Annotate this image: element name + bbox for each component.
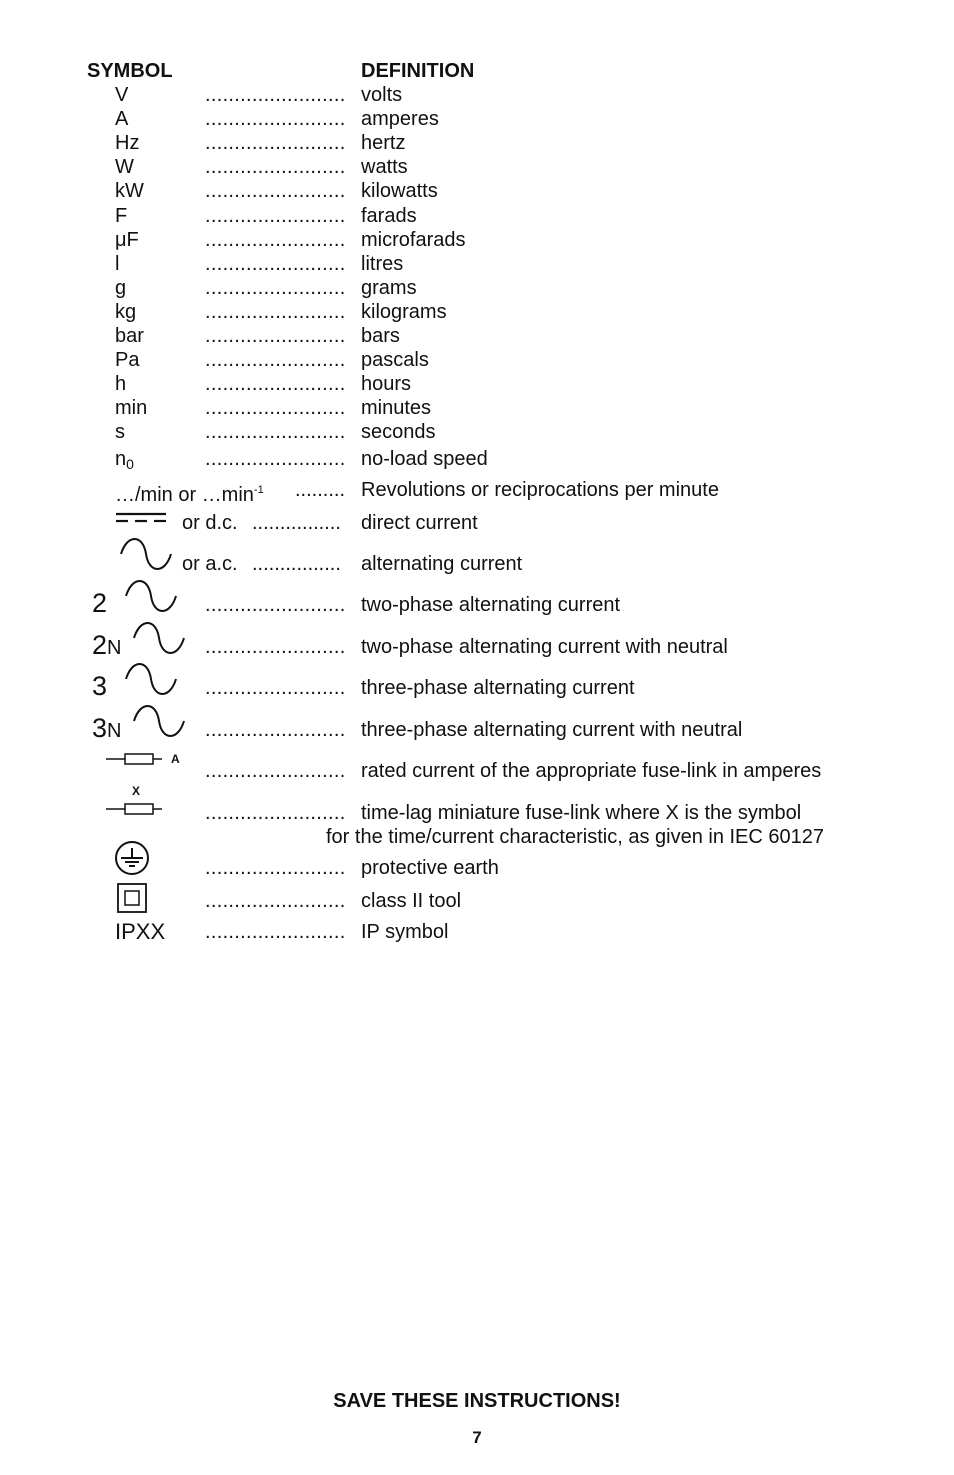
page-number: 7 [472,1428,482,1447]
definition-phase: two-phase alternating current [361,594,621,616]
definition-cell: hours [361,373,412,395]
definition-cell: kilograms [361,301,447,323]
symbol-cell: bar [115,325,144,347]
leader-dots: ........................ [205,180,346,202]
time-lag-label: X [132,784,141,798]
leader-dots: ........................ [205,448,346,470]
definition-cell: minutes [361,397,432,419]
symbol-cell: μF [115,229,139,251]
leader-dots-mid: ................ [252,512,341,534]
symbol-cell: s [115,421,125,443]
sine-wave-icon [124,580,180,614]
definition-class-ii-tool: class II tool [361,890,462,912]
definition-cell: kilowatts [361,180,438,202]
definition-cell: pascals [361,349,429,371]
leader-dots: ........................ [205,373,346,395]
symbol-ipxx: IPXX [115,919,166,944]
per-minute-superscript: -1 [253,484,264,496]
definition-rated-current: rated current of the appropriate fuse-link in amperes [361,760,822,782]
phase-number [92,671,107,701]
definition-cell: hertz [361,132,406,154]
leader-dots: ........................ [205,301,346,323]
definition-phase: two-phase alternating current with neutral [361,636,728,658]
phase-number [92,588,107,618]
sine-wave-icon [132,705,188,739]
leader-dots: ........................ [205,421,346,443]
definition-cell: microfarads [361,229,466,251]
definition-cell: seconds [361,421,436,443]
definition-cell: amperes [361,108,439,130]
symbol-cell: l [115,253,120,275]
dc-dashed-line-icon [114,512,168,524]
symbol-cell: Hz [115,132,140,154]
symbol-cell: Pa [115,349,140,371]
leader-dots: ........................ [205,325,346,347]
symbol-cell: kg [115,301,137,323]
dc-suffix: or d.c. [182,512,238,534]
symbol-n0 [115,447,134,476]
neutral-marker: N [107,720,122,742]
leader-dots: ........................ [205,132,346,154]
fuse-label: A [171,752,180,766]
symbol-cell: min [115,397,148,419]
symbol-column-header: SYMBOL [87,60,173,82]
phase-count: 2 [92,630,108,660]
definition-revolutions: Revolutions or reciprocations per minute [361,479,719,501]
class-ii-icon [117,883,149,915]
per-minute-text: …/min or …min [115,484,254,506]
neutral-marker: N [107,637,122,659]
symbol-cell: W [115,156,134,178]
leader-dots: ........................ [205,253,346,275]
definition-cell: litres [361,253,404,275]
phase-count: 2 [92,588,108,618]
time-lag-fuse-icon [106,801,164,817]
definition-alternating-current: alternating current [361,553,523,575]
leader-dots: ........................ [205,205,346,227]
leader-dots: ........................ [205,156,346,178]
definition-cell: bars [361,325,400,347]
definition-column-header: DEFINITION [361,60,475,82]
leader-dots-short: ......... [295,479,346,501]
save-instructions-footer: SAVE THESE INSTRUCTIONS! [333,1390,621,1412]
symbol-cell: g [115,277,127,299]
symbol-cell: F [115,205,128,227]
sine-wave-icon [132,622,188,656]
protective-earth-icon [114,840,152,878]
definition-cell: grams [361,277,417,299]
leader-dots: ........................ [205,84,346,106]
symbol-cell: kW [115,180,144,202]
definition-cell: watts [361,156,408,178]
leader-dots: ........................ [205,719,346,741]
leader-dots: ........................ [205,397,346,419]
n0-base: n [115,448,127,470]
fuse-icon [106,751,164,767]
definition-time-lag-fuse: time-lag miniature fuse-link where X is the symbol [361,802,802,824]
definition-cell: farads [361,205,417,227]
phase-count: 3 [92,713,108,743]
sine-wave-icon [124,663,180,697]
leader-dots: ........................ [205,760,346,782]
definition-cell: volts [361,84,403,106]
leader-dots-mid: ................ [252,553,341,575]
n0-subscript: 0 [126,456,134,472]
leader-dots: ........................ [205,677,346,699]
leader-dots: ........................ [205,857,346,879]
phase-number [92,630,121,663]
symbol-cell: h [115,373,127,395]
symbol-cell: A [115,108,129,130]
leader-dots: ........................ [205,108,346,130]
leader-dots: ........................ [205,636,346,658]
definition-no-load-speed: no-load speed [361,448,488,470]
leader-dots: ........................ [205,921,346,943]
leader-dots: ........................ [205,802,346,824]
definition-ip-symbol: IP symbol [361,921,449,943]
ac-suffix: or a.c. [182,553,238,575]
leader-dots: ........................ [205,277,346,299]
definition-phase: three-phase alternating current with neutral [361,719,743,741]
leader-dots: ........................ [205,890,346,912]
definition-direct-current: direct current [361,512,478,534]
symbol-per-minute [115,478,264,507]
leader-dots: ........................ [205,349,346,371]
definition-protective-earth: protective earth [361,857,499,879]
phase-number [92,713,121,746]
sine-wave-icon [119,538,173,574]
definition-time-lag-fuse-continued: for the time/current characteristic, as given in IEC 60127 [326,826,825,848]
symbol-cell: V [115,84,129,106]
definition-phase: three-phase alternating current [361,677,635,699]
phase-count: 3 [92,671,108,701]
leader-dots: ........................ [205,229,346,251]
leader-dots: ........................ [205,594,346,616]
